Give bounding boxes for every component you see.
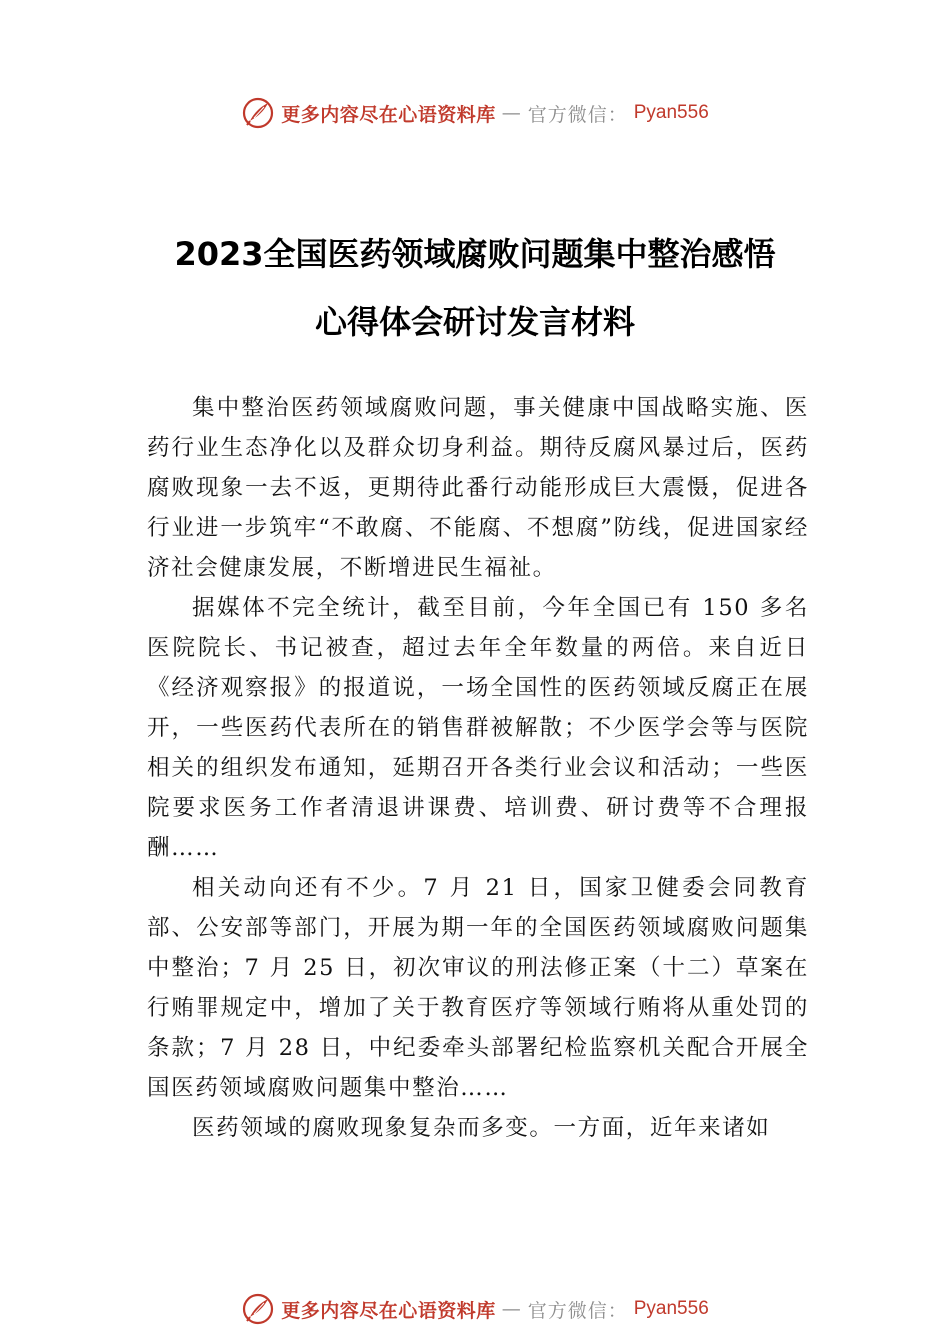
paragraph-2: 据媒体不完全统计，截至目前，今年全国已有 150 多名医院院长、书记被查，超过去年全年数量的两倍。来自近日《经济观察报》的报道说，一场全国性的医药领域反腐正在展开，一些医药代表所在的销售群被解散；不少医学会等与医院相关的组织发布通知，延期召开各类行业会议和活动；一些医院要求医务工作者清退讲课费、培训费、研讨费等不合理报酬……: [147, 595, 809, 861]
paragraph-4: 医药领域的腐败现象复杂而多变。一方面，近年来诸如: [192, 1115, 771, 1141]
watermark-dash: —: [501, 1298, 522, 1320]
watermark-dash: —: [501, 102, 522, 124]
watermark-site-text: 更多内容尽在心语资料库: [281, 1299, 496, 1322]
watermark-site-text: 更多内容尽在心语资料库: [281, 103, 496, 126]
document-body: [147, 388, 809, 1148]
footer-watermark: [0, 1289, 950, 1329]
title-line-2: 心得体会研讨发言材料: [314, 303, 635, 341]
quill-logo-icon: [241, 96, 275, 130]
watermark-wechat-id: Pyan556: [633, 102, 709, 123]
document-title: [100, 220, 850, 356]
quill-logo-icon: [241, 1292, 275, 1326]
title-line-1: 2023全国医药领域腐败问题集中整治感悟: [174, 235, 776, 273]
header-watermark: [0, 93, 950, 133]
watermark-wechat-id: Pyan556: [633, 1298, 709, 1319]
paragraph-1: 集中整治医药领域腐败问题，事关健康中国战略实施、医药行业生态净化以及群众切身利益。期待反腐风暴过后，医药腐败现象一去不返，更期待此番行动能形成巨大震慑，促进各行业进一步筑牢“不敢腐、不能腐、不想腐”防线，促进国家经济社会健康发展，不断增进民生福祉。: [147, 395, 809, 581]
watermark-wechat-label: 官方微信：: [527, 1299, 628, 1322]
watermark-wechat-label: 官方微信：: [527, 103, 628, 126]
paragraph-3: 相关动向还有不少。7 月 21 日，国家卫健委会同教育部、公安部等部门，开展为期一年的全国医药领域腐败问题集中整治；7 月 25 日，初次审议的刑法修正案（十二）草案在行贿罪规定中，增加了关于教育医疗等领域行贿将从重处罚的条款；7 月 28 日，中纪委牵头部署纪检监察机关配合开展全国医药领域腐败问题集中整治……: [147, 875, 809, 1101]
